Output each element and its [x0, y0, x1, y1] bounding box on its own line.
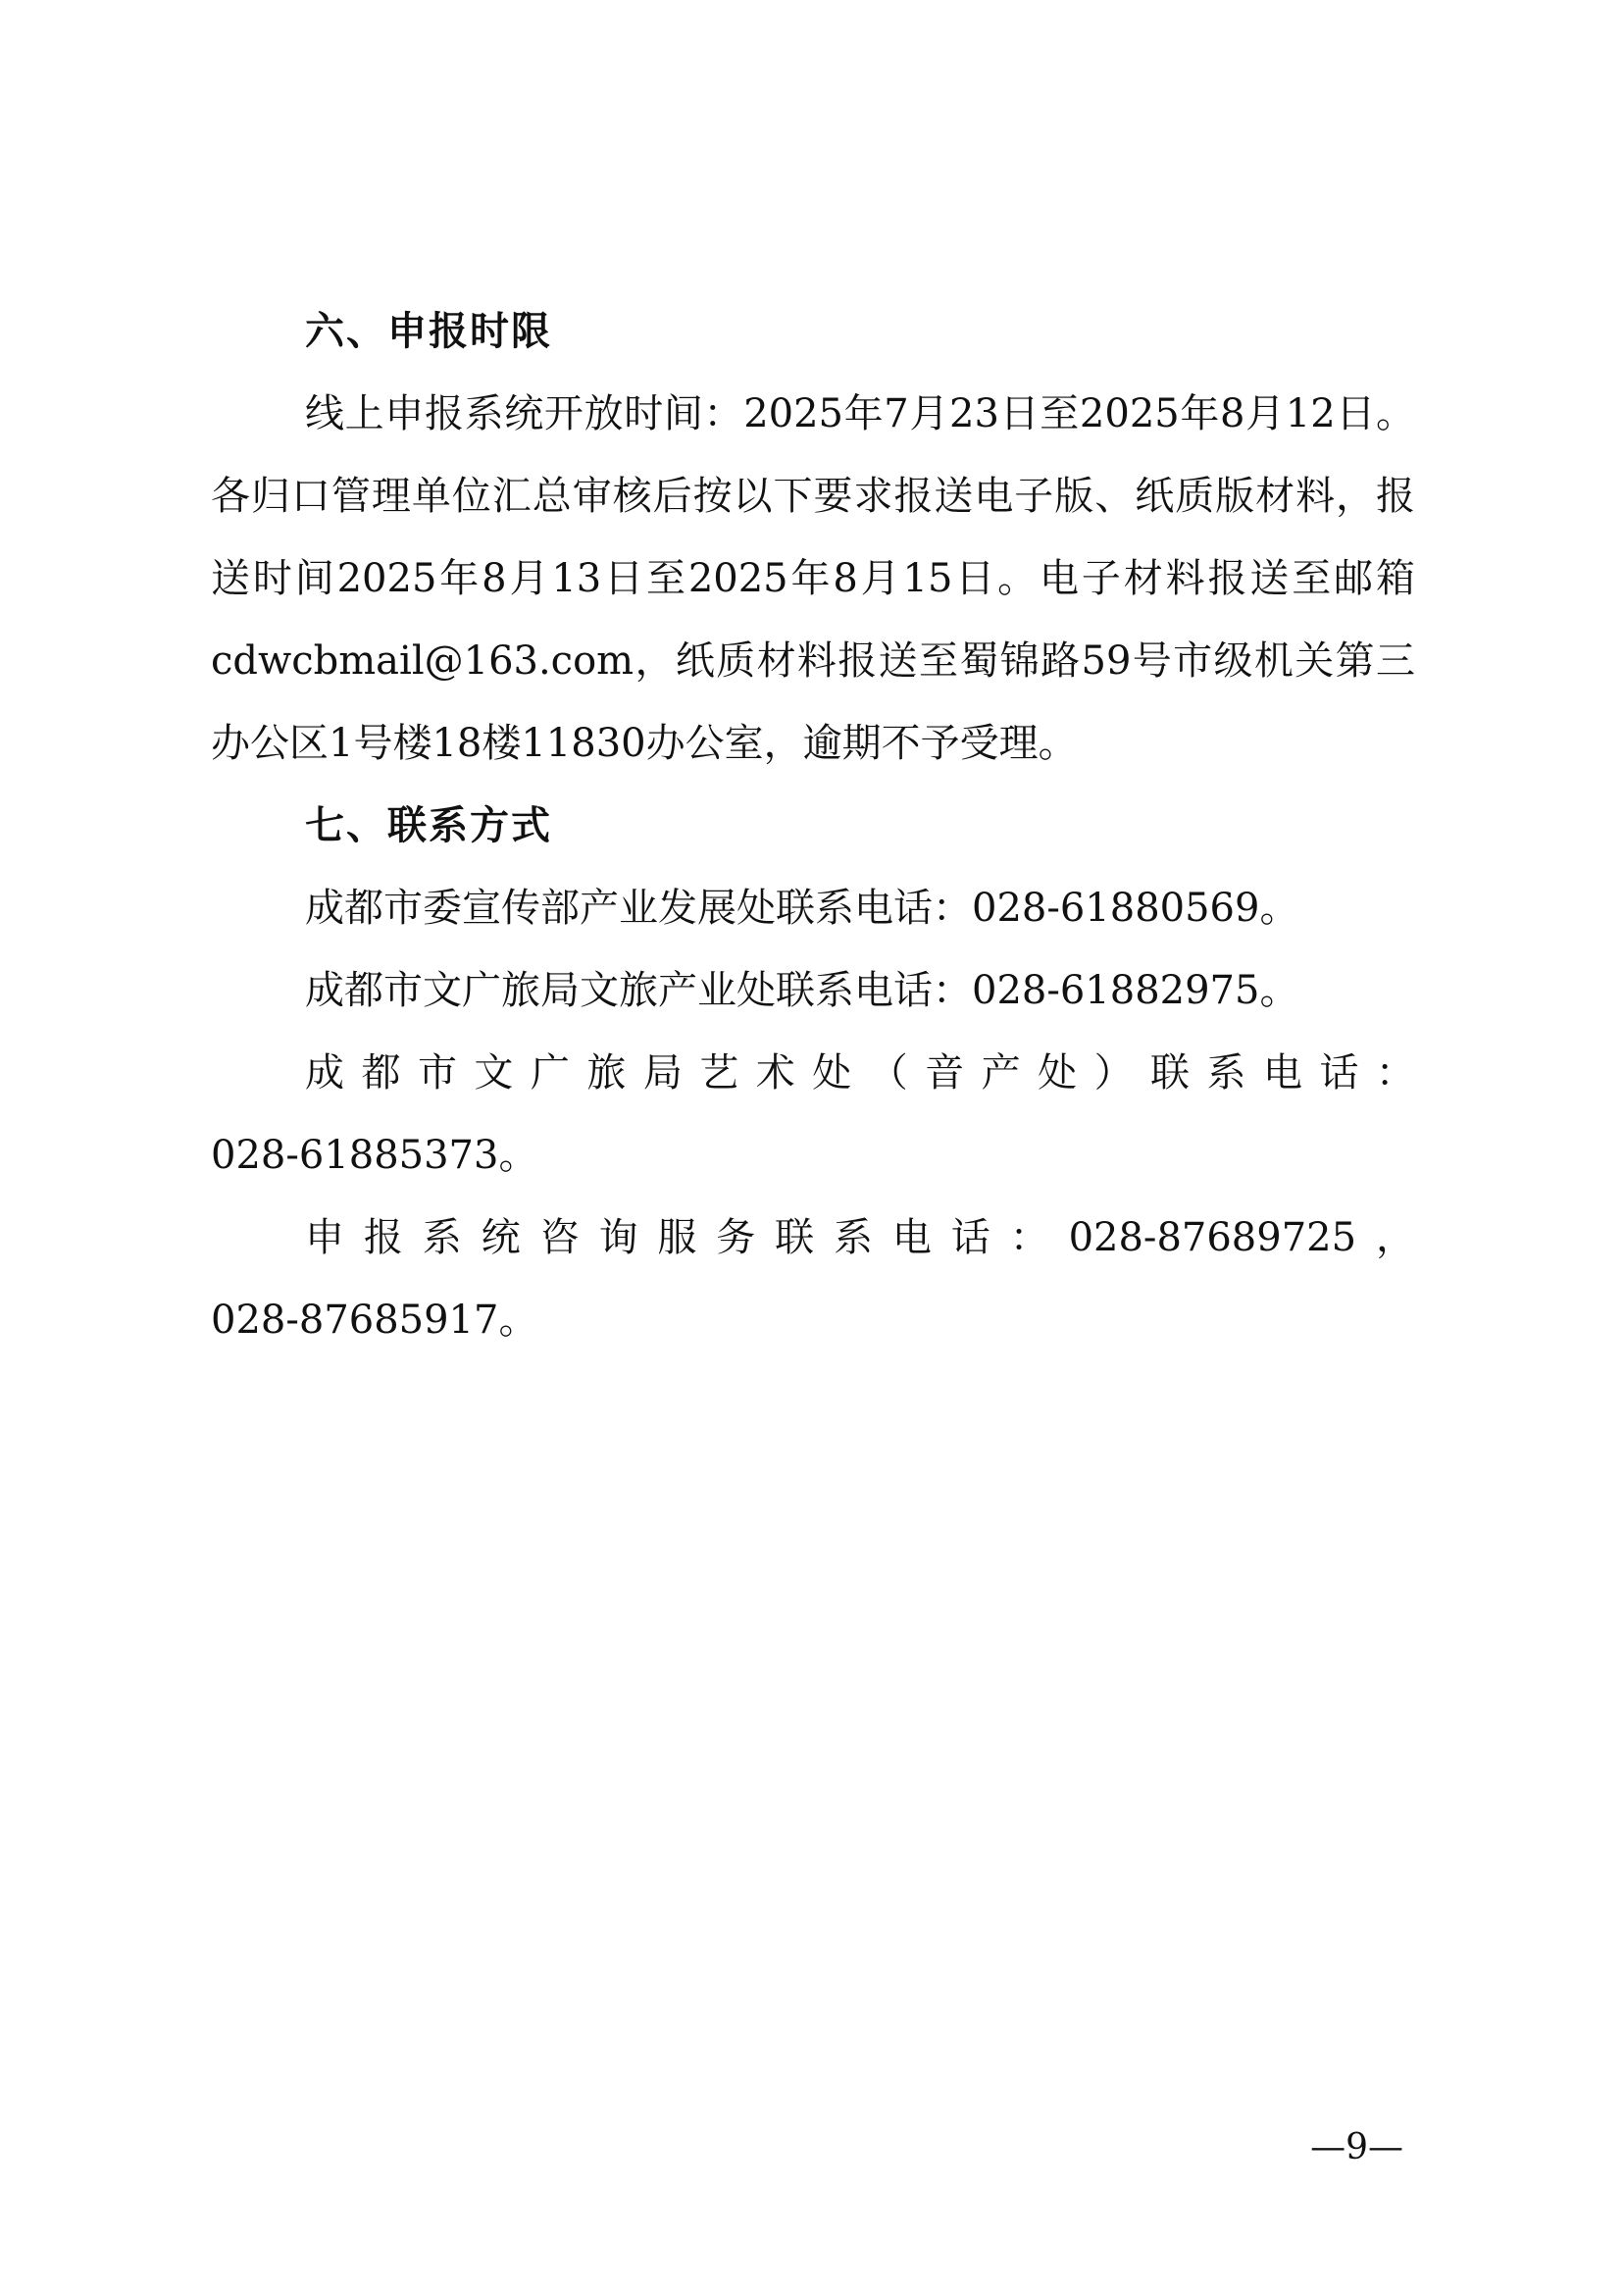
- contact-system-service-char: 联: [775, 1215, 815, 1260]
- contact-art-office-char: 音: [925, 1050, 965, 1096]
- contact-system-service-char: 申: [305, 1215, 344, 1260]
- contact-system-service-char: 报: [363, 1215, 403, 1260]
- contact-system-service-char: 咨: [539, 1215, 580, 1260]
- contact-art-office-char: （: [868, 1050, 908, 1096]
- contact-system-service-char: 话: [950, 1215, 990, 1260]
- contact-art-office-char: 广: [530, 1050, 570, 1096]
- contact-art-office-char: 处: [812, 1050, 852, 1096]
- contact-art-office-char: 联: [1150, 1050, 1191, 1096]
- contact-line-publicity: 成都市委宣传部产业发展处联系电话：028-61880569。: [305, 886, 1299, 931]
- contact-system-service-char: 028-87689725: [1068, 1215, 1357, 1260]
- section-heading-contact: 七、联系方式: [305, 803, 552, 848]
- contact-art-office-char: 系: [1206, 1050, 1246, 1096]
- contact-system-service-char: 电: [891, 1215, 932, 1260]
- contact-art-office-char: ）: [1093, 1050, 1134, 1096]
- contact-art-office-char: 电: [1262, 1050, 1302, 1096]
- deadline-paragraph: 线上申报系统开放时间：2025年7月23日至2025年8月12日。各归口管理单位汇总审核后按以下要求报送电子版、纸质版材料，报送时间2025年8月13日至2025年8月15日。电子材料报送至邮箱cdwcbmail@163.com，纸质材料报送至蜀锦路59号市级机关第三办公区1号楼18楼11830办公室，逾期不予受理。: [211, 391, 1415, 766]
- contact-system-service-char: 服: [657, 1215, 697, 1260]
- contact-system-service-char: 务: [716, 1215, 756, 1260]
- contact-art-office-char: 旅: [586, 1050, 627, 1096]
- contact-system-service-char: 统: [481, 1215, 521, 1260]
- contact-art-office-char: 成: [305, 1050, 344, 1096]
- contact-art-office-char: 都: [361, 1050, 401, 1096]
- contact-art-office-char: 术: [755, 1050, 795, 1096]
- contact-art-office-char: 文: [474, 1050, 514, 1096]
- page-number: —9—: [1310, 2127, 1403, 2167]
- contact-system-service-char: ：: [1009, 1215, 1049, 1260]
- contact-system-service-char: ，: [1375, 1215, 1415, 1260]
- contact-art-office-char: 艺: [699, 1050, 739, 1096]
- contact-system-service-char: 询: [598, 1215, 638, 1260]
- contact-art-office-char: 市: [417, 1050, 457, 1096]
- contact-line-culture-tourism: 成都市文广旅局文旅产业处联系电话：028-61882975。: [305, 968, 1299, 1013]
- contact-art-office-char: 话: [1319, 1050, 1359, 1096]
- contact-number-system-service: 028-87685917。: [211, 1298, 538, 1343]
- contact-art-office-char: 产: [981, 1050, 1021, 1096]
- contact-system-service-char: 系: [422, 1215, 462, 1260]
- document-body: [211, 290, 1415, 1361]
- contact-system-service-char: 系: [834, 1215, 874, 1260]
- contact-art-office-char: ：: [1375, 1050, 1415, 1096]
- contact-art-office-char: 处: [1038, 1050, 1078, 1096]
- contact-line-system-service: [211, 1197, 1415, 1279]
- contact-number-art-office: 028-61885373。: [211, 1133, 538, 1178]
- section-heading-deadline: 六、申报时限: [305, 309, 552, 354]
- contact-art-office-char: 局: [642, 1050, 683, 1096]
- contact-line-art-office: [211, 1032, 1415, 1114]
